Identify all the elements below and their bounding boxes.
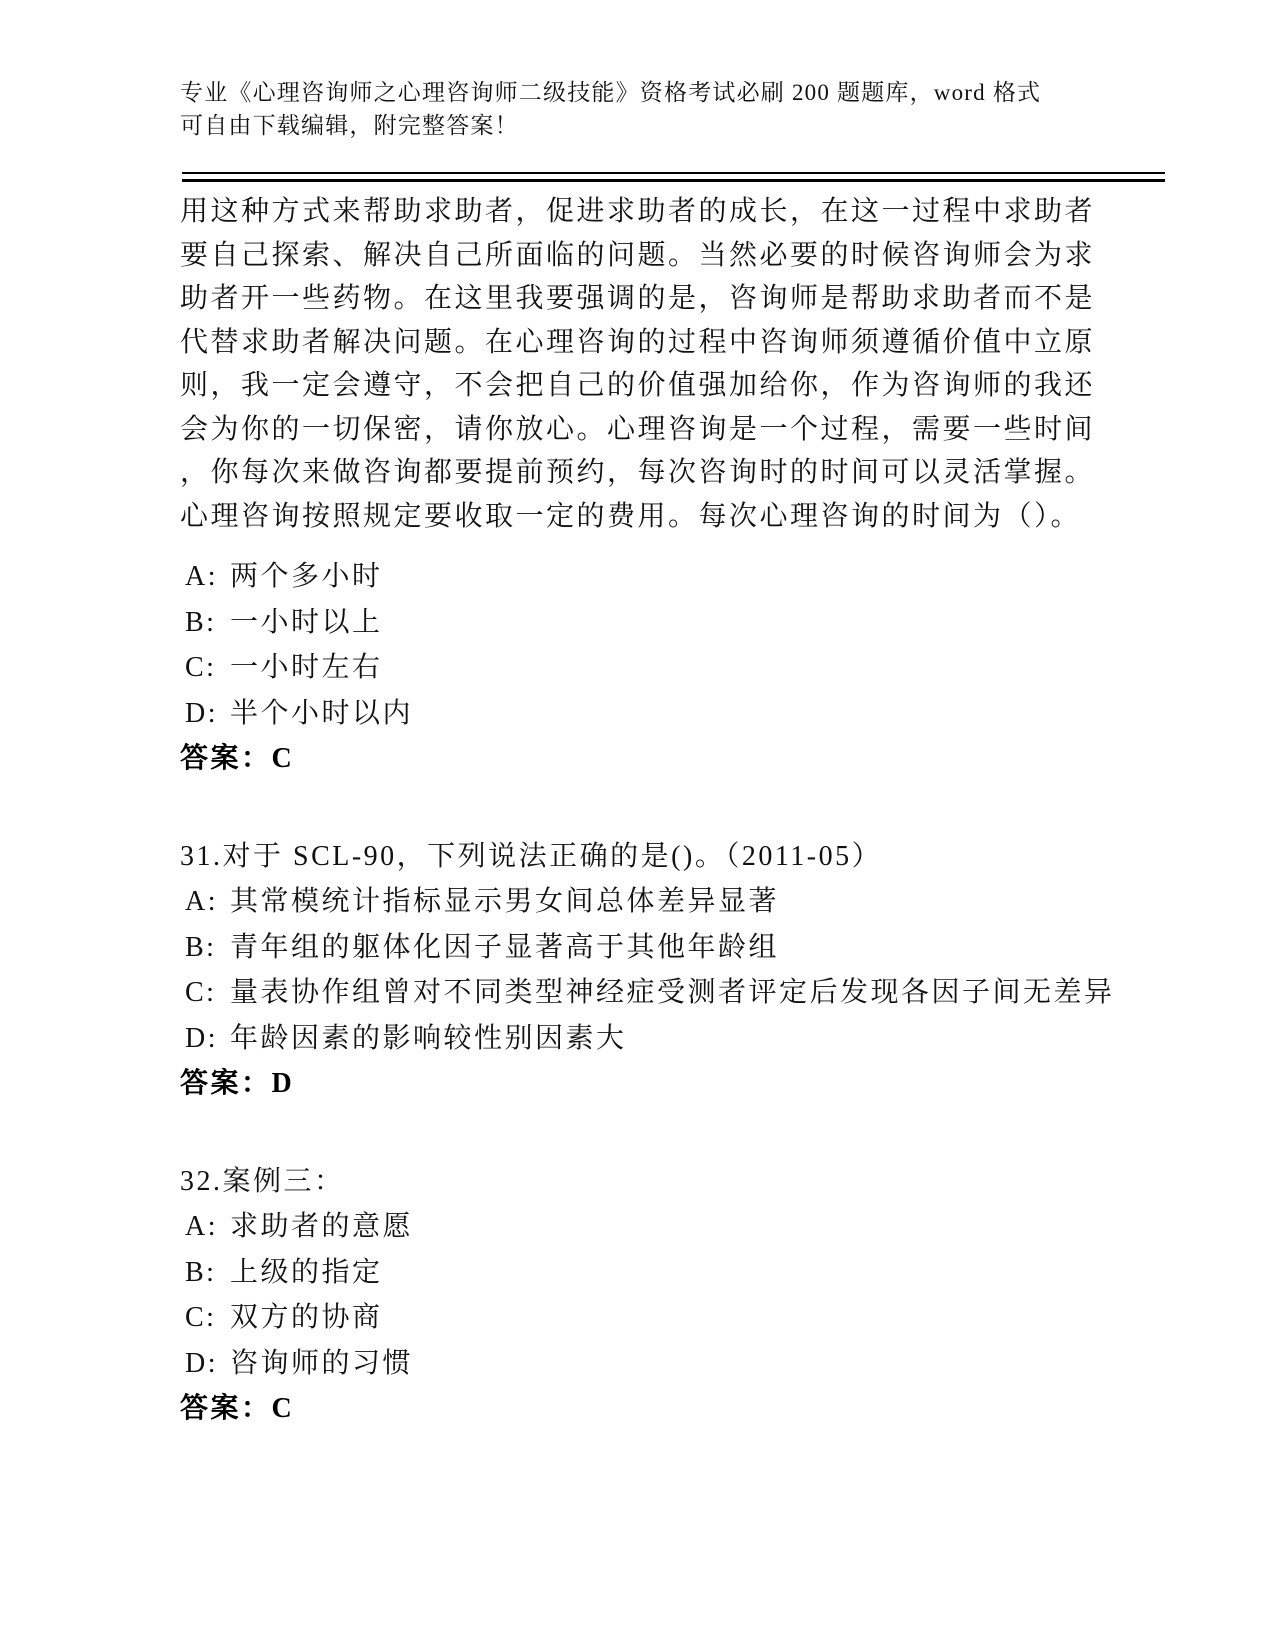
option-label: C: <box>185 652 217 683</box>
divider-thick-line <box>182 179 1165 182</box>
option-text: 一小时左右 <box>230 652 383 683</box>
option-text: 双方的协商 <box>230 1302 383 1333</box>
option-text: 青年组的躯体化因子显著高于其他年龄组 <box>230 931 780 963</box>
answer-prefix: 答案： <box>180 743 272 774</box>
stem-line: ，你每次来做咨询都要提前预约，每次咨询时的时间可以灵活掌握。 <box>180 457 1096 488</box>
option-text: 两个多小时 <box>230 561 383 592</box>
option-label: A: <box>185 561 218 592</box>
divider-thin-line <box>182 172 1165 174</box>
stem-line: 会为你的一切保密，请你放心。心理咨询是一个过程，需要一些时间 <box>180 413 1096 445</box>
question-stem <box>180 834 1095 880</box>
option-text: 上级的指定 <box>230 1256 383 1288</box>
header-title-line-2: 可自由下载编辑，附完整答案！ <box>180 113 519 138</box>
option-b <box>180 1250 1095 1296</box>
answer-row <box>180 736 1095 782</box>
option-label: C: <box>185 977 217 1008</box>
option-text: 量表协作组曾对不同类型神经症受测者评定后发现各因子间无差异 <box>230 977 1115 1008</box>
header-divider <box>182 172 1165 182</box>
stem-line: 用这种方式来帮助求助者，促进求助者的成长，在这一过程中求助者 <box>180 196 1096 227</box>
option-d <box>180 1016 1095 1062</box>
option-label: A: <box>185 886 218 917</box>
option-label: C: <box>185 1302 217 1333</box>
option-label: B: <box>185 606 217 638</box>
option-label: A: <box>185 1211 218 1242</box>
header-title-line-1: 专业《心理咨询师之心理咨询师二级技能》资格考试必刷 200 题题库，word 格式 <box>180 80 1042 105</box>
option-label: D: <box>185 1347 218 1379</box>
option-text: 一小时以上 <box>230 606 383 638</box>
question-31 <box>180 834 1115 1107</box>
answer-row <box>180 1061 1095 1107</box>
option-text: 其常模统计指标显示男女间总体差异显著 <box>230 886 780 917</box>
question-number: 31. <box>180 840 223 872</box>
option-a <box>180 554 1095 600</box>
answer-value: C <box>271 743 295 774</box>
question-stem <box>180 190 1095 538</box>
stem-line: 代替求助者解决问题。在心理咨询的过程中咨询师须遵循价值中立原 <box>180 326 1096 358</box>
question-number: 32. <box>180 1165 223 1197</box>
options-list <box>180 1204 1095 1386</box>
stem-line: 则，我一定会遵守，不会把自己的价值强加给你，作为咨询师的我还 <box>180 370 1096 401</box>
options-list <box>180 879 1115 1061</box>
stem-line: 心理咨询按照规定要收取一定的费用。每次心理咨询的时间为（）。 <box>180 500 1082 532</box>
option-c <box>180 970 1115 1016</box>
option-text: 半个小时以内 <box>230 697 414 729</box>
question-32 <box>180 1159 1095 1432</box>
option-label: D: <box>185 1022 218 1054</box>
question-stem-text: 案例三： <box>222 1165 345 1197</box>
option-d <box>180 691 1095 737</box>
option-d <box>180 1341 1095 1387</box>
answer-value: C <box>271 1393 295 1424</box>
answer-prefix: 答案： <box>180 1393 272 1424</box>
question-stem <box>180 1159 1095 1205</box>
page-header <box>180 76 1120 142</box>
options-list <box>180 554 1095 736</box>
option-text: 咨询师的习惯 <box>230 1347 414 1379</box>
option-label: B: <box>185 931 217 963</box>
question-list <box>180 190 1115 1432</box>
option-c <box>180 645 1095 691</box>
option-a <box>180 879 1095 925</box>
option-label: B: <box>185 1256 217 1288</box>
answer-value: D <box>271 1068 295 1099</box>
question-30-continuation <box>180 190 1095 782</box>
option-label: D: <box>185 697 218 729</box>
stem-line: 要自己探索、解决自己所面临的问题。当然必要的时候咨询师会为求 <box>180 239 1096 271</box>
option-c <box>180 1295 1095 1341</box>
option-text: 求助者的意愿 <box>230 1211 414 1242</box>
option-b <box>180 600 1095 646</box>
option-a <box>180 1204 1095 1250</box>
answer-row <box>180 1386 1095 1432</box>
answer-prefix: 答案： <box>180 1068 272 1099</box>
option-text: 年龄因素的影响较性别因素大 <box>230 1022 627 1054</box>
option-b <box>180 925 1095 971</box>
question-stem-text: 对于 SCL-90，下列说法正确的是()。（2011-05） <box>222 840 883 872</box>
stem-line: 助者开一些药物。在这里我要强调的是，咨询师是帮助求助者而不是 <box>180 283 1096 314</box>
